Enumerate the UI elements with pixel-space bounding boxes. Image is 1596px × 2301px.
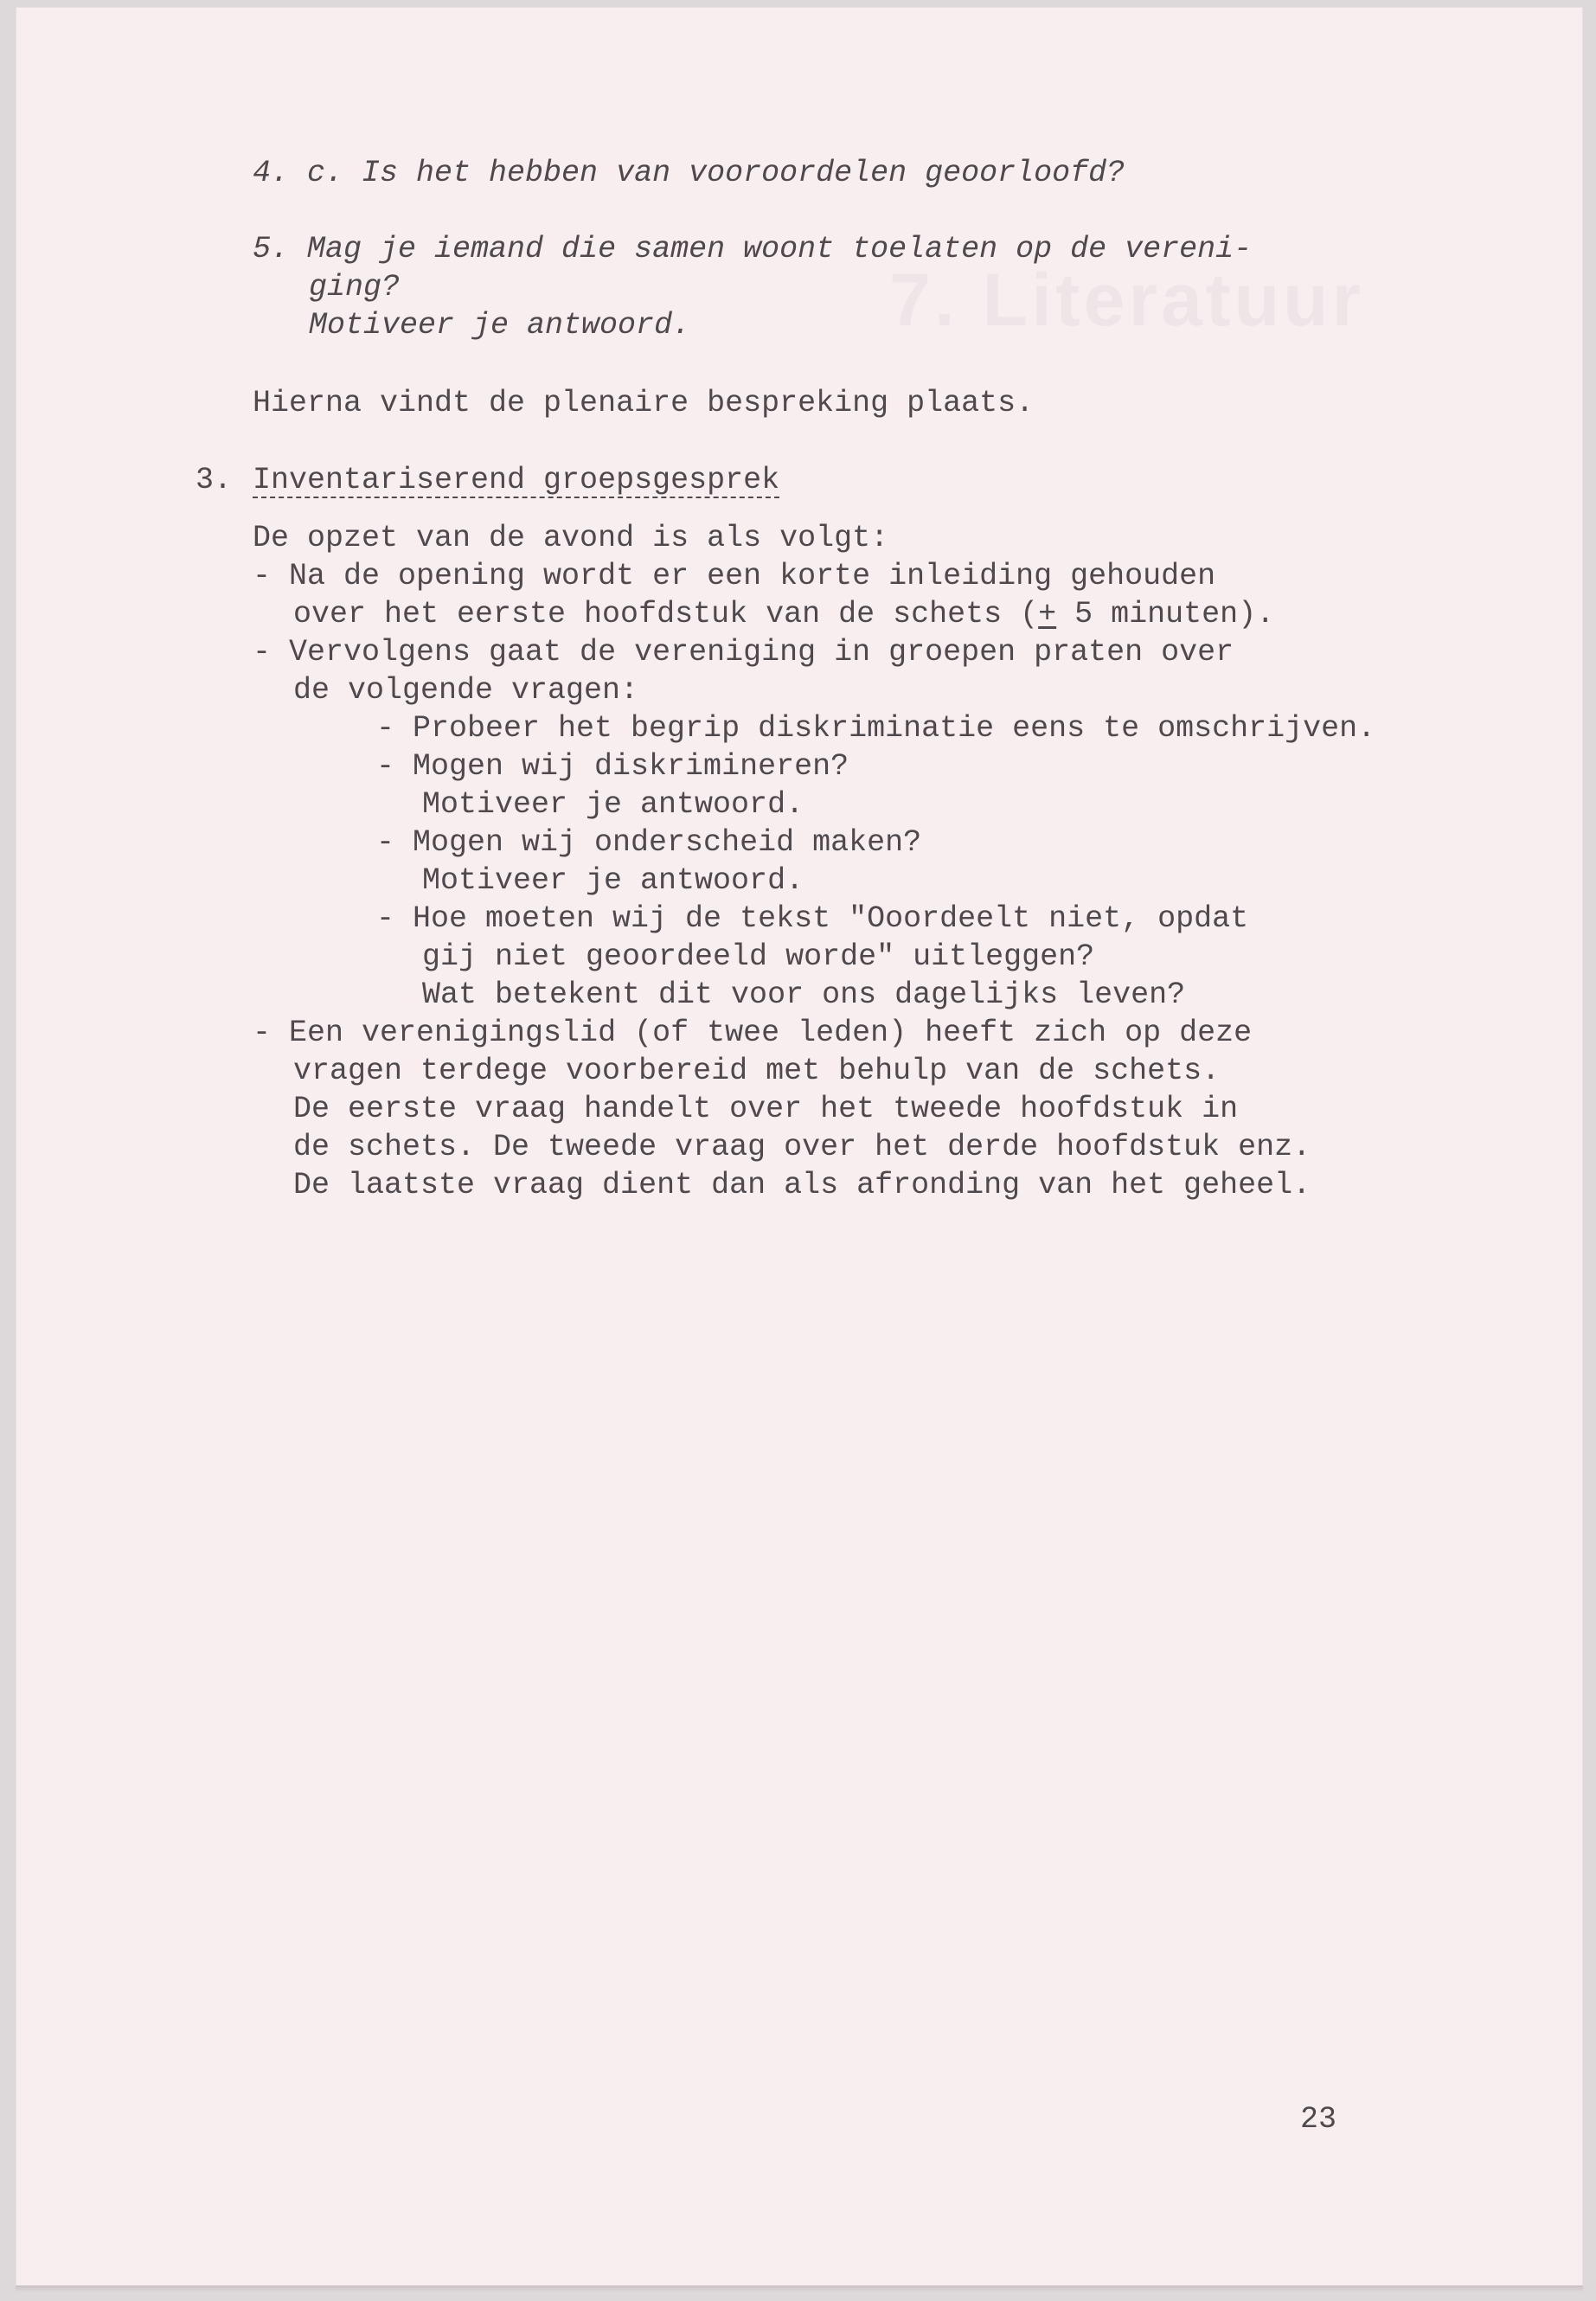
sub-question-4-line-1: - Hoe moeten wij de tekst "Ooordeelt niet, opdat [376, 901, 1249, 936]
bullet-1-line-2: over het eerste hoofdstuk van de schets (+ 5 minuten). [293, 597, 1275, 631]
question-5-line-2: ging? [309, 270, 401, 304]
bullet-2-line-1: - Vervolgens gaat de vereniging in groepen praten over [253, 635, 1234, 670]
sub-question-4-line-3: Wat betekent dit voor ons dagelijks leven? [422, 977, 1186, 1012]
document-page [16, 7, 1583, 2291]
section-number: 3. [195, 463, 233, 497]
sub-question-2-line-1: - Mogen wij diskrimineren? [376, 749, 849, 784]
question-4c: 4. c. Is het hebben van vooroordelen geoorloofd? [253, 156, 1125, 190]
section-heading: Inventariserend groepsgesprek [253, 463, 780, 497]
bullet-3-line-4: de schets. De tweede vraag over het derde hoofdstuk enz. [293, 1130, 1311, 1164]
page-number: 23 [1300, 2102, 1337, 2137]
section-intro: De opzet van de avond is als volgt: [253, 521, 889, 555]
sub-question-4-line-2: gij niet geoordeeld worde" uitleggen? [422, 939, 1095, 974]
page-body [16, 7, 1583, 2291]
sub-question-3-line-2: Motiveer je antwoord. [422, 863, 804, 898]
bullet-1-line-1: - Na de opening wordt er een korte inleiding gehouden [253, 559, 1216, 593]
page-bottom-edge [16, 2285, 1583, 2292]
plus-minus-sign: + [1038, 597, 1057, 631]
question-5-line-3: Motiveer je antwoord. [309, 308, 691, 343]
bullet-2-line-2: de volgende vragen: [293, 673, 639, 708]
bullet-3-line-5: De laatste vraag dient dan als afronding van het geheel. [293, 1168, 1311, 1202]
question-5-line-1: 5. Mag je iemand die samen woont toelaten op de vereni- [253, 232, 1253, 266]
sub-question-3-line-1: - Mogen wij onderscheid maken? [376, 825, 922, 860]
bleed-through-text: 7. Literatuur [889, 259, 1364, 342]
bullet-3-line-3: De eerste vraag handelt over het tweede hoofdstuk in [293, 1092, 1239, 1126]
bullet-3-line-2: vragen terdege voorbereid met behulp van de schets. [293, 1054, 1221, 1088]
bullet-3-line-1: - Een verenigingslid (of twee leden) heeft zich op deze [253, 1016, 1253, 1050]
sub-question-2-line-2: Motiveer je antwoord. [422, 787, 804, 822]
sub-question-1: - Probeer het begrip diskriminatie eens te omschrijven. [376, 711, 1376, 746]
plenary-note: Hierna vindt de plenaire bespreking plaats. [253, 386, 1035, 420]
